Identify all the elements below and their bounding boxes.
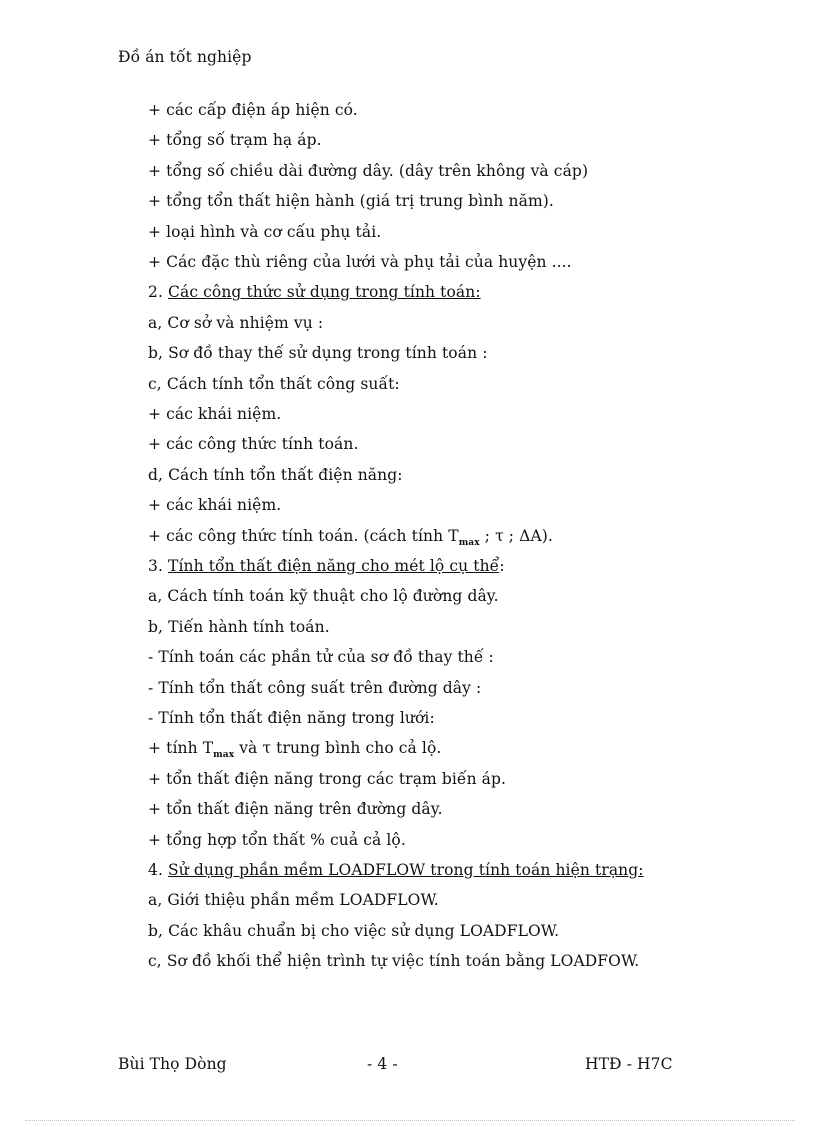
line-text: + tổng số chiều dài đường dây. (dây trên không và cáp): [148, 161, 589, 180]
body-line: [148, 799, 443, 819]
body-line: [148, 252, 572, 272]
body-line: [148, 343, 488, 363]
line-underlined: Tính tổn thất điện năng cho mét lộ cụ thể: [168, 557, 500, 575]
body-line: [148, 130, 322, 150]
line-text: + các cấp điện áp hiện có.: [148, 101, 358, 119]
body-line: [148, 830, 406, 850]
body-line: [148, 161, 588, 181]
body-line: [148, 526, 553, 546]
line-text: a, Cách tính toán kỹ thuật cho lộ đường dây.: [148, 587, 499, 606]
body-line: [148, 100, 358, 120]
line-text: b, Sơ đồ thay thế sử dụng trong tính toán :: [148, 344, 488, 363]
line-prefix: 3.: [148, 557, 169, 575]
line-text: + tổng số trạm hạ áp.: [148, 131, 322, 150]
body-line: [148, 465, 403, 485]
line-text: + tổn thất điện năng trong các trạm biến áp.: [148, 769, 507, 788]
body-line: [148, 921, 559, 941]
line-rest: và τ trung bình cho cả lộ.: [234, 739, 442, 758]
body-line: [148, 586, 499, 606]
body-line: [148, 890, 439, 910]
line-underlined: Các công thức sử dụng trong tính toán:: [168, 283, 481, 302]
footer-class-code: HTĐ - H7C: [585, 1055, 673, 1073]
header-title: Đồ án tốt nghiệp: [118, 48, 252, 66]
line-text: + tổng hợp tổn thất % cuả cả lộ.: [148, 830, 406, 849]
body-line: [148, 404, 281, 424]
footer-page-number: - 4 -: [367, 1055, 398, 1073]
line-text: + tính T: [148, 739, 214, 758]
line-sub: max: [458, 537, 480, 548]
line-text: + loại hình và cơ cấu phụ tải.: [148, 222, 382, 241]
line-text: d, Cách tính tổn thất điện năng:: [148, 465, 403, 484]
body-line: [148, 708, 435, 728]
body-line: [148, 434, 358, 454]
line-text: + các công thức tính toán.: [148, 435, 359, 454]
body-line: [148, 222, 381, 242]
line-text: + tổng tổn thất hiện hành (giá trị trung bình năm).: [148, 192, 554, 211]
line-sub: max: [213, 750, 235, 761]
line-text: c, Sơ đồ khối thể hiện trình tự việc tính toán bằng LOADFOW.: [148, 952, 640, 971]
line-text: - Tính toán các phần tử của sơ đồ thay thế :: [148, 648, 494, 667]
body-line: [148, 860, 644, 880]
line-text: - Tính tổn thất điện năng trong lưới:: [148, 709, 435, 727]
line-suffix: :: [499, 557, 505, 575]
line-text: + các khái niệm.: [148, 496, 282, 515]
line-text: + các công thức tính toán. (cách tính T: [148, 526, 459, 545]
body-line: [148, 647, 494, 667]
line-text: b, Tiến hành tính toán.: [148, 617, 330, 636]
footer-author: Bùi Thọ Dòng: [118, 1055, 227, 1073]
line-text: c, Cách tính tổn thất công suất:: [148, 374, 400, 393]
body-line: [148, 738, 442, 761]
line-text: b, Các khâu chuẩn bị cho việc sử dụng LOADFLOW.: [148, 921, 560, 940]
body-line: [148, 191, 554, 211]
body-line: [148, 769, 506, 789]
line-text: - Tính tổn thất công suất trên đường dây :: [148, 678, 482, 697]
line-text: a, Cơ sở và nhiệm vụ :: [148, 313, 324, 332]
line-text: + các khái niệm.: [148, 405, 282, 423]
line-prefix: 4.: [148, 861, 169, 879]
body-line: [148, 556, 505, 576]
body-line: [148, 282, 481, 302]
body-line: [148, 495, 281, 515]
body-line: [148, 374, 400, 394]
page-bottom-divider: [25, 1120, 795, 1121]
line-prefix: 2.: [148, 283, 169, 302]
body-line: [148, 313, 323, 333]
line-text: a, Giới thiệu phần mềm LOADFLOW.: [148, 891, 439, 910]
line-text: + tổn thất điện năng trên đường dây.: [148, 800, 443, 819]
body-line: [148, 678, 481, 698]
document-header: [118, 48, 251, 66]
body-line: [148, 617, 330, 637]
body-line: [148, 951, 639, 971]
line-underlined: Sử dụng phần mềm LOADFLOW trong tính toán hiện trạng:: [168, 861, 644, 879]
line-text: + Các đặc thù riêng của lưới và phụ tải của huyện ....: [148, 253, 572, 271]
line-rest: ; τ ; ΔA).: [479, 526, 553, 545]
